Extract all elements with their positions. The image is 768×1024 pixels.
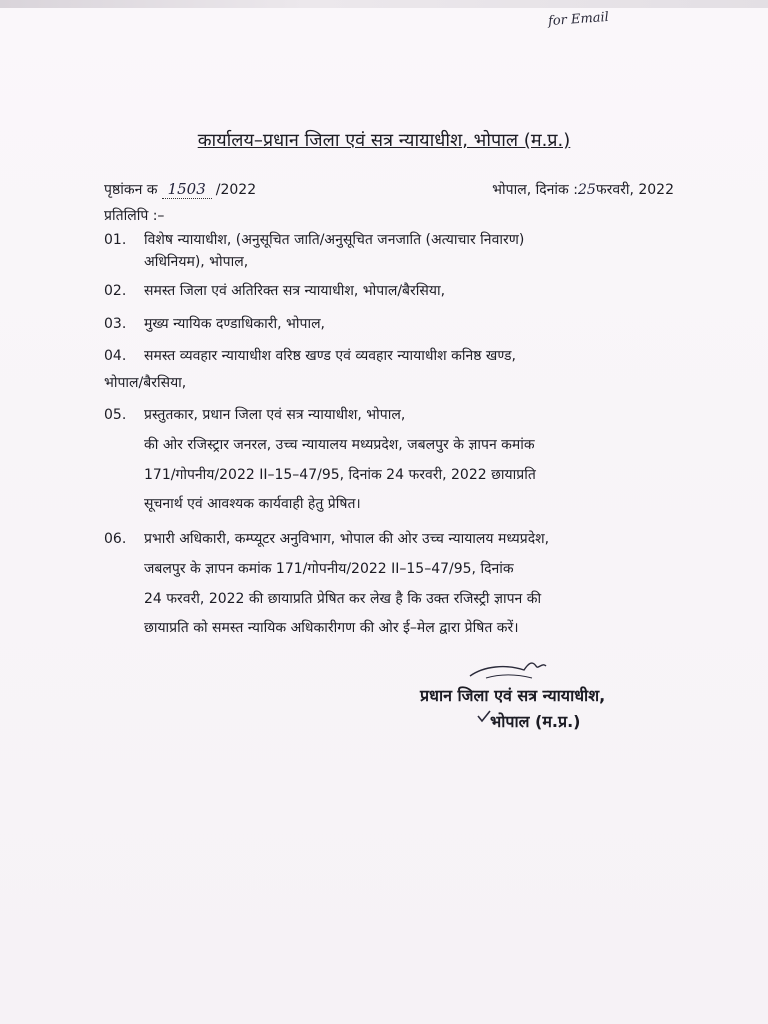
list-item bbox=[104, 342, 684, 372]
item-number: 06. bbox=[104, 531, 127, 547]
endorsement-number bbox=[104, 180, 256, 199]
item-line: जबलपुर के ज्ञापन कमांक 171/गोपनीय/2022 II–15–47/95, दिनांक bbox=[144, 561, 514, 577]
place-date-label: भोपाल, दिनांक : bbox=[492, 182, 578, 198]
list-item bbox=[104, 277, 674, 307]
copy-to-label: प्रतिलिपि :– bbox=[104, 208, 165, 224]
handwritten-note: for Email bbox=[547, 9, 610, 30]
list-item bbox=[104, 401, 684, 521]
item-line: मुख्य न्यायिक दण्डाधिकारी, भोपाल, bbox=[144, 316, 326, 332]
item-number: 03. bbox=[104, 316, 127, 332]
item-line: सूचनार्थ एवं आवश्यक कार्यवाही हेतु प्रेषित। bbox=[144, 496, 361, 512]
endorsement-label: पृष्ठांकन क bbox=[104, 182, 158, 198]
date-rest: फरवरी, 2022 bbox=[595, 182, 674, 198]
item-continuation: भोपाल/बैरसिया, bbox=[104, 375, 187, 391]
item-number: 02. bbox=[104, 283, 127, 299]
reference-line bbox=[104, 180, 674, 199]
date-day: 25 bbox=[577, 182, 596, 198]
item-line: प्रस्तुतकार, प्रधान जिला एवं सत्र न्यायाधीश, भोपाल, bbox=[144, 407, 406, 423]
list-item bbox=[104, 525, 684, 645]
item-number: 05. bbox=[104, 407, 127, 423]
list-item bbox=[104, 310, 674, 340]
signatory-title: प्रधान जिला एवं सत्र न्यायाधीश, bbox=[420, 686, 606, 705]
item-line: समस्त व्यवहार न्यायाधीश वरिष्ठ खण्ड एवं व्यवहार न्यायाधीश कनिष्ठ खण्ड, bbox=[144, 348, 516, 364]
office-title: कार्यालय–प्रधान जिला एवं सत्र न्यायाधीश, भोपाल (म.प्र.) bbox=[197, 130, 571, 151]
item-line: छायाप्रति को समस्त न्यायिक अधिकारीगण की ओर ई–मेल द्वारा प्रेषित करें। bbox=[144, 620, 519, 636]
item-number: 04. bbox=[104, 348, 127, 364]
item-line: 171/गोपनीय/2022 II–15–47/95, दिनांक 24 फरवरी, 2022 छायाप्रति bbox=[144, 467, 536, 483]
tick-mark-icon bbox=[477, 709, 491, 723]
item-line: 24 फरवरी, 2022 की छायाप्रति प्रेषित कर लेख है कि उक्त रजिस्ट्री ज्ञापन की bbox=[144, 591, 542, 607]
item-line: विशेष न्यायाधीश, (अनुसूचित जाति/अनुसूचित जनजाति (अत्याचार निवारण) bbox=[144, 232, 525, 248]
endorsement-number-value: 1503 bbox=[162, 180, 212, 199]
signatory-place: भोपाल (म.प्र.) bbox=[490, 712, 581, 731]
item-line: प्रभारी अधिकारी, कम्प्यूटर अनुविभाग, भोपाल की ओर उच्च न्यायालय मध्यप्रदेश, bbox=[144, 531, 550, 547]
item-line: अधिनियम), भोपाल, bbox=[144, 254, 249, 270]
item-number: 01. bbox=[104, 232, 127, 248]
scan-edge bbox=[0, 0, 768, 8]
item-line: समस्त जिला एवं अतिरिक्त सत्र न्यायाधीश, भोपाल/बैरसिया, bbox=[144, 283, 446, 299]
item-line: की ओर रजिस्ट्रार जनरल, उच्च न्यायालय मध्यप्रदेश, जबलपुर के ज्ञापन कमांक bbox=[144, 437, 535, 453]
signature-scribble-icon bbox=[466, 656, 556, 686]
place-date bbox=[492, 180, 674, 199]
endorsement-year: /2022 bbox=[215, 182, 257, 198]
